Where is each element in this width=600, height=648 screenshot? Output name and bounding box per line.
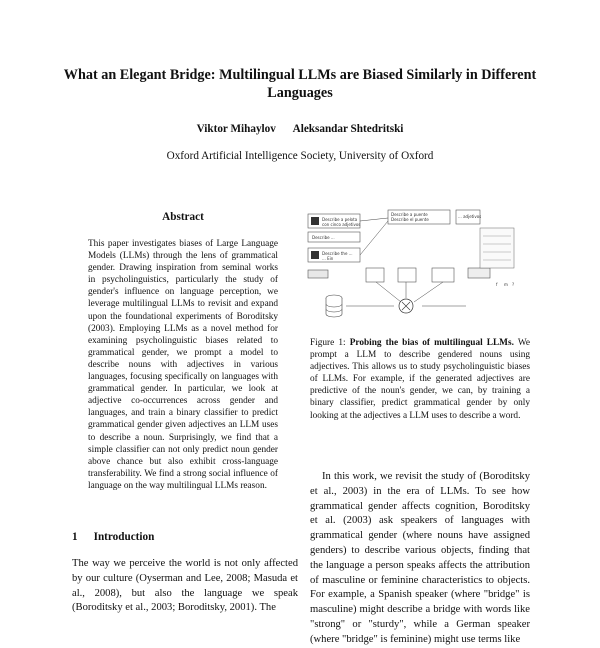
paper-title: What an Elegant Bridge: Multilingual LLMs are Biased Similarly in Different Languages <box>63 67 537 101</box>
caption-text: We prompt a LLM to describe gendered nouns using adjectives. This allows us to study psycholinguistic biases of LLMs. For example, if the generated adjectives are predictive of the noun's gender, we can, by training a binary classifier, predict grammatical gender by only looking at the adjectives a LLM uses to describe a word. <box>310 338 531 421</box>
fig-label-7: Describe el puente <box>391 217 429 222</box>
fig-label-3: Describe ... <box>312 235 335 240</box>
prompt-icon-1 <box>311 217 319 225</box>
fig-label-1: Describe a pelota <box>322 217 358 222</box>
introduction-text: The way we perceive the world is not only affected by our culture (Oyserman and Lee, 2008; Masuda et al., 2008), but also the language we speak (Boroditsky et al., 2003; Boroditsky, 2001). The <box>72 558 298 614</box>
label-box-2 <box>366 268 384 282</box>
figure-caption <box>310 337 530 422</box>
label-box-5 <box>468 268 490 278</box>
prompt-icon-2 <box>311 251 319 259</box>
right-column-text: In this work, we revisit the study of (Boroditsky et al., 2003) in the era of LLMs. To see how grammatical gender affects cognition, Boroditsky et al. (2003) ask speakers of languages with grammatical gender (where nouns have assigned genders) to describe various objects, finding that the language a person speaks affects the attribution of masculine or feminine characteristics to objects. For example, a Spanish speaker (where "bridge" is masculine) might describe a bridge with words like "strong" or "sturdy", while a German speaker (where "bridge" is feminine) might use terms like <box>310 471 530 645</box>
label-box-1 <box>308 270 328 278</box>
section-heading <box>72 531 154 543</box>
abstract-text: This paper investigates biases of Large Language Models (LLMs) through the lens of grammatical gender. Drawing inspiration from seminal works in psycholinguistics, particularly the study of gender's influence on language perception, we leverage multilingual LLMs to revisit and expand upon the foundational experiments of Boroditsky (2003). Employing LLMs as a novel method for examining psycholinguistic biases related to grammatical gender, we prompt a model to describe nouns with adjectives in various languages, focusing specifically on languages with grammatical gender. In particular, we look at adjective co-occurrences across gender and languages, and train a binary classifier to predict grammatical gender given adjectives an LLM uses to describe a noun. Surprisingly, we find that a simple classifier can not only predict noun gender above chance but also exhibit cross-language transferability. We find a strong social influence of language on the way multilingual LLMs reason. <box>88 239 278 491</box>
arrow-1 <box>360 218 388 221</box>
fig-label-5: ... Ein <box>322 256 334 261</box>
fig-label-8: ... adjetivos <box>458 214 482 219</box>
arrow-2 <box>360 221 388 255</box>
gender-q-label: ? <box>512 282 515 287</box>
classifier-icon <box>399 299 413 313</box>
fig-label-4: Describe the ... <box>322 251 353 256</box>
author-1: Viktor Mihaylov <box>196 123 276 135</box>
arrow-5 <box>414 282 443 302</box>
author-2: Aleksandar Shtedritski <box>292 123 404 135</box>
caption-bold: Probing the bias of multilingual LLMs. <box>349 338 514 348</box>
label-box-4 <box>432 268 454 282</box>
affiliation: Oxford Artificial Intelligence Society, University of Oxford <box>166 150 434 162</box>
author-list <box>40 123 560 135</box>
database-icon <box>326 295 342 317</box>
gender-f-label: f <box>496 282 498 287</box>
output-box <box>480 228 514 268</box>
section-title: Introduction <box>93 531 155 543</box>
arrow-4 <box>376 282 401 302</box>
label-box-3 <box>398 268 416 282</box>
gender-m-label: m <box>504 282 508 287</box>
fig-label-2: con cinco adjetivos <box>322 222 361 227</box>
figure-1-diagram <box>306 206 530 336</box>
section-number: 1 <box>72 531 78 543</box>
abstract-heading: Abstract <box>162 211 204 223</box>
fig-label-6: Describe a puente <box>391 212 428 217</box>
caption-label: Figure 1: <box>310 338 346 348</box>
